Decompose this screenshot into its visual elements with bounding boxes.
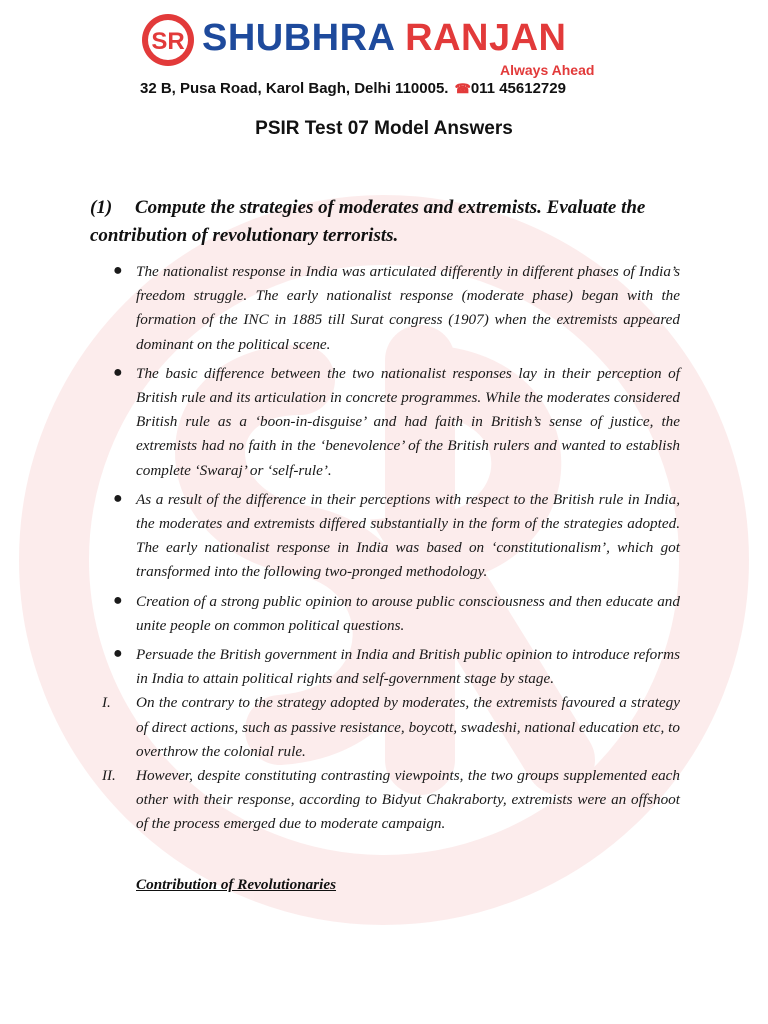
list-item-text: The nationalist response in India was articulated differently in different phases of India’s freedom struggle. The early nationalist response (moderate phase) began with the formation of the INC in 1885 till Surat congress (1907) when the extremists appeared dominant on the political scene.: [136, 263, 680, 353]
list-item-text: On the contrary to the strategy adopted by moderates, the extremists favoured a strategy of direct actions, such as passive resistance, boycott, swadeshi, national education etc, to overthrow the colonial rule.: [136, 694, 680, 760]
list-item-text: As a result of the difference in their perceptions with respect to the British rule in India, the moderates and extremists differed substantially in the form of the strategies adopted. The early nationalist response in India was based on ‘constitutionalism’, which got transformed into the following two-pronged methodology.: [136, 490, 680, 581]
list-item: [90, 643, 680, 691]
list-item-text: However, despite constituting contrasting viewpoints, the two groups supplemented each other with their response, according to Bidyut Chakraborty, extremists were an offshoot of the process emerged due to moderate campaign.: [136, 767, 680, 833]
question-text: Compute the strategies of moderates and extremists. Evaluate the contribution of revolutionary terrorists.: [90, 197, 646, 246]
list-item: [90, 488, 680, 585]
question-heading: [90, 194, 690, 250]
sr-logo-icon: [140, 12, 196, 68]
bullet-marker: ●: [113, 645, 123, 663]
tagline: Always Ahead: [500, 62, 595, 78]
list-item-text: The basic difference between the two nationalist responses lay in their perception of British rule and its articulation in concrete programmes. While the moderates considered British rule as a ‘boon-in-disguise’ and had faith in British’s sense of justice, the extremists had no faith in the ‘benevolence’ of the British rulers and wanted to establish complete ‘Swaraj’ or ‘self-rule’.: [136, 364, 680, 479]
list-item-text: Persuade the British government in India and British public opinion to introduce reforms in India to attain political rights and self-government stage by stage.: [136, 646, 680, 688]
logo-letters: SR: [151, 28, 185, 55]
brand-name: [202, 16, 567, 60]
bullet-marker: ●: [113, 363, 123, 381]
roman-marker: I.: [102, 695, 111, 712]
bullet-marker: ●: [113, 591, 123, 609]
question-number: (1): [90, 197, 113, 218]
list-item: [90, 260, 680, 357]
list-item: [90, 362, 680, 483]
brand-name-part1: SHUBHRA: [202, 17, 395, 59]
phone-number: 011 45612729: [470, 80, 566, 97]
phone-icon: ☎: [454, 81, 471, 96]
section-subheading: Contribution of Revolutionaries: [136, 876, 337, 893]
answer-list: [90, 260, 680, 837]
document-title: PSIR Test 07 Model Answers: [255, 118, 513, 139]
bullet-marker: ●: [113, 489, 123, 507]
list-item: [90, 764, 680, 837]
roman-marker: II.: [102, 768, 116, 785]
brand-name-part2: RANJAN: [405, 17, 567, 59]
list-item: [90, 590, 680, 638]
address-text: 32 B, Pusa Road, Karol Bagh, Delhi 110005.: [140, 80, 449, 97]
list-item-text: Creation of a strong public opinion to arouse public consciousness and then educate and unite people on common political questions.: [136, 592, 680, 634]
list-item: [90, 691, 680, 764]
address-line: [140, 80, 640, 97]
bullet-marker: ●: [113, 262, 123, 279]
